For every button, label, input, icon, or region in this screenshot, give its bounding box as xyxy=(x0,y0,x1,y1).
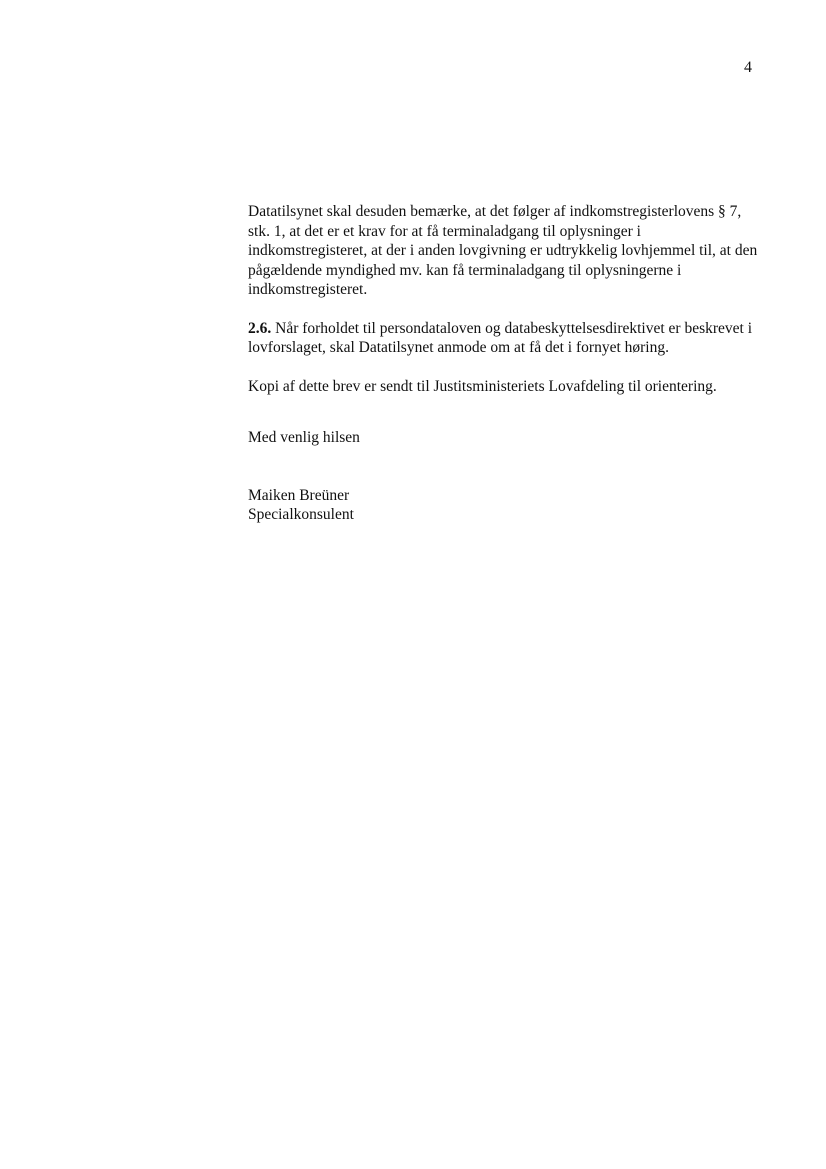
closing-greeting: Med venlig hilsen xyxy=(248,429,360,446)
letter-body xyxy=(248,202,758,525)
section-text: Når forholdet til persondataloven og databeskyttelsesdirektivet er beskrevet i lovforslaget, skal Datatilsynet anmode om at få det i fornyet høring. xyxy=(248,319,753,356)
page-number: 4 xyxy=(744,59,752,76)
paragraph-terminal-access: Datatilsynet skal desuden bemærke, at det følger af indkomstregisterlovens § 7, stk. 1, at det er et krav for at få terminaladgang til oplysninger i indkomstregisteret, at der i anden lovgivning er udtrykkelig lovhjemmel til, at den pågældende myndighed mv. kan få terminaladgang til oplysningerne i indkomstregisteret. xyxy=(248,203,758,298)
signature-name: Maiken Breüner xyxy=(248,486,350,504)
paragraph-section-2-6 xyxy=(248,319,758,358)
signature-block xyxy=(248,486,758,525)
signature-title: Specialkonsulent xyxy=(248,506,354,523)
paragraph-copy-notice: Kopi af dette brev er sendt til Justitsministeriets Lovafdeling til orientering. xyxy=(248,377,717,395)
section-number: 2.6. xyxy=(248,319,272,337)
